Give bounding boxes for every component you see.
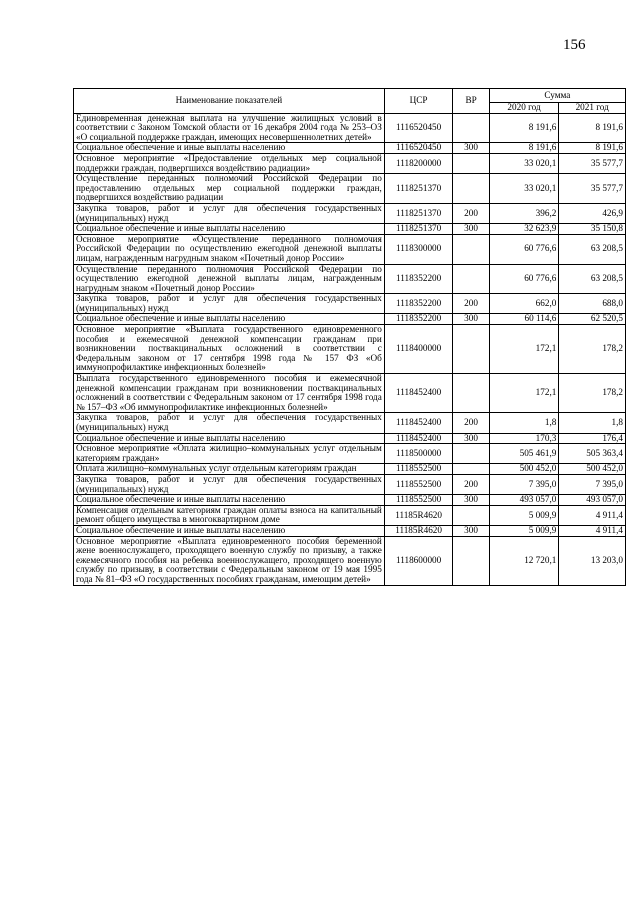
table-row (74, 536, 626, 585)
row-vr (453, 464, 489, 475)
row-amount-2020: 33 020,1 (489, 174, 559, 204)
row-amount-2020: 505 461,9 (489, 444, 559, 464)
row-name: Единовременная денежная выплата на улучшение жилищных условий в соответствии с Законом Томской области от 16 декабря 2004 года № 253–ОЗ «О социальной поддержке граждан, имеющих несовершеннолетних детей» (74, 113, 385, 143)
row-name: Основное мероприятие «Осуществление переданного полномочия Российской Федерации по осуществлению ежегодной денежной выплаты лицам, награжденным нагрудным знаком «Почетный донор России» (74, 234, 385, 264)
row-amount-2020: 7 395,0 (489, 474, 559, 494)
row-vr (453, 325, 489, 374)
row-vr: 300 (453, 495, 489, 506)
row-amount-2021: 35 577,7 (559, 153, 626, 173)
header-code: ЦСР (384, 89, 453, 114)
table-row (74, 464, 626, 475)
table-row (74, 525, 626, 536)
header-year-2021: 2021 год (559, 103, 626, 114)
table-row (74, 495, 626, 506)
row-amount-2020: 5 009,9 (489, 525, 559, 536)
row-vr: 300 (453, 433, 489, 444)
row-amount-2021: 688,0 (559, 294, 626, 314)
row-name: Закупка товаров, работ и услуг для обеспечения государственных (муниципальных) нужд (74, 203, 385, 223)
row-code: 1118452400 (384, 374, 453, 413)
row-name: Социальное обеспечение и иные выплаты населению (74, 525, 385, 536)
row-amount-2020: 12 720,1 (489, 536, 559, 585)
header-vr: ВР (453, 89, 489, 114)
table-row (74, 314, 626, 325)
row-amount-2020: 8 191,6 (489, 143, 559, 154)
row-vr (453, 444, 489, 464)
row-code: 1118452400 (384, 413, 453, 433)
row-amount-2020: 8 191,6 (489, 113, 559, 143)
row-vr: 200 (453, 474, 489, 494)
row-vr (453, 505, 489, 525)
row-name: Социальное обеспечение и иные выплаты населению (74, 314, 385, 325)
header-sum: Сумма (489, 89, 625, 103)
row-code: 1118352200 (384, 264, 453, 294)
row-amount-2020: 33 020,1 (489, 153, 559, 173)
row-amount-2020: 60 114,6 (489, 314, 559, 325)
table-row (74, 444, 626, 464)
row-code: 1118352200 (384, 314, 453, 325)
table-row (74, 174, 626, 204)
row-name: Социальное обеспечение и иные выплаты населению (74, 224, 385, 235)
budget-table (73, 88, 626, 586)
row-vr: 200 (453, 294, 489, 314)
row-code: 1116520450 (384, 143, 453, 154)
row-code: 11185R4620 (384, 505, 453, 525)
row-code: 1118552500 (384, 474, 453, 494)
row-amount-2021: 426,9 (559, 203, 626, 223)
page-number: 156 (563, 37, 586, 53)
row-code: 1118352200 (384, 294, 453, 314)
row-name: Основное мероприятие «Предоставление отдельных мер социальной поддержки граждан, подвергшихся воздействию радиации» (74, 153, 385, 173)
row-amount-2021: 4 911,4 (559, 505, 626, 525)
table-row (74, 143, 626, 154)
table-row (74, 474, 626, 494)
row-name: Социальное обеспечение и иные выплаты населению (74, 495, 385, 506)
table-row (74, 325, 626, 374)
row-vr (453, 113, 489, 143)
table-body (74, 113, 626, 585)
row-vr: 300 (453, 314, 489, 325)
row-amount-2021: 63 208,5 (559, 234, 626, 264)
row-amount-2020: 5 009,9 (489, 505, 559, 525)
row-amount-2020: 1,8 (489, 413, 559, 433)
row-name: Закупка товаров, работ и услуг для обеспечения государственных (муниципальных) нужд (74, 413, 385, 433)
row-amount-2021: 8 191,6 (559, 143, 626, 154)
row-vr (453, 374, 489, 413)
row-name: Основное мероприятие «Выплата государственного единовременного пособия и ежемесячной денежной компенсации гражданам при возникновении поствакцинальных осложнений в соответствии с Федеральным законом от 17 сентября 1998 года № 157 ФЗ «Об иммунопрофилактике инфекционных болезней» (74, 325, 385, 374)
row-amount-2021: 13 203,0 (559, 536, 626, 585)
row-amount-2021: 500 452,0 (559, 464, 626, 475)
row-vr: 200 (453, 203, 489, 223)
header-name: Наименование показателей (74, 89, 385, 114)
row-amount-2020: 32 623,9 (489, 224, 559, 235)
row-vr (453, 234, 489, 264)
row-amount-2020: 60 776,6 (489, 264, 559, 294)
row-amount-2020: 170,3 (489, 433, 559, 444)
row-name: Компенсация отдельным категориям граждан оплаты взноса на капитальный ремонт общего имущества в многоквартирном доме (74, 505, 385, 525)
row-amount-2021: 505 363,4 (559, 444, 626, 464)
table-row (74, 413, 626, 433)
row-code: 1118251370 (384, 174, 453, 204)
header-year-2020: 2020 год (489, 103, 559, 114)
row-name: Социальное обеспечение и иные выплаты населению (74, 143, 385, 154)
row-code: 1118552500 (384, 495, 453, 506)
row-vr: 300 (453, 525, 489, 536)
row-amount-2021: 63 208,5 (559, 264, 626, 294)
row-code: 1118452400 (384, 433, 453, 444)
table-row (74, 224, 626, 235)
row-amount-2020: 172,1 (489, 325, 559, 374)
row-code: 1118300000 (384, 234, 453, 264)
row-amount-2020: 662,0 (489, 294, 559, 314)
row-amount-2021: 493 057,0 (559, 495, 626, 506)
row-amount-2021: 35 577,7 (559, 174, 626, 204)
row-code: 1118500000 (384, 444, 453, 464)
row-name: Основное мероприятие «Оплата жилищно–коммунальных услуг отдельным категориям граждан» (74, 444, 385, 464)
row-amount-2021: 35 150,8 (559, 224, 626, 235)
row-code: 11185R4620 (384, 525, 453, 536)
row-name: Оплата жилищно–коммунальных услуг отдельным категориям граждан (74, 464, 385, 475)
row-vr: 300 (453, 224, 489, 235)
row-vr (453, 153, 489, 173)
table-row (74, 203, 626, 223)
row-amount-2021: 7 395,0 (559, 474, 626, 494)
table-row (74, 264, 626, 294)
row-code: 1118552500 (384, 464, 453, 475)
row-amount-2020: 493 057,0 (489, 495, 559, 506)
table-row (74, 505, 626, 525)
row-code: 1118400000 (384, 325, 453, 374)
table-row (74, 153, 626, 173)
table-row (74, 433, 626, 444)
row-name: Социальное обеспечение и иные выплаты населению (74, 433, 385, 444)
table-header-row (74, 89, 626, 103)
table-row (74, 294, 626, 314)
row-vr (453, 264, 489, 294)
row-vr: 300 (453, 143, 489, 154)
table-row (74, 113, 626, 143)
row-amount-2020: 500 452,0 (489, 464, 559, 475)
row-amount-2020: 172,1 (489, 374, 559, 413)
row-amount-2021: 178,2 (559, 325, 626, 374)
row-name: Осуществление переданного полномочия Российской Федерации по осуществлению ежегодной денежной выплаты лицам, награжденным нагрудным знаком «Почетный донор России» (74, 264, 385, 294)
row-amount-2021: 8 191,6 (559, 113, 626, 143)
row-code: 1118251370 (384, 224, 453, 235)
row-code: 1118200000 (384, 153, 453, 173)
row-name: Основное мероприятие «Выплата единовременного пособия беременной жене военнослужащего, проходящего военную службу по призыву, а также ежемесячного пособия на ребенка военнослужащего, проходящего военную службу по призыву, в соответствии с Федеральным законом от 19 мая 1995 года № 81–ФЗ «О государственных пособиях гражданам, имеющим детей» (74, 536, 385, 585)
row-amount-2021: 176,4 (559, 433, 626, 444)
row-name: Закупка товаров, работ и услуг для обеспечения государственных (муниципальных) нужд (74, 474, 385, 494)
row-vr: 200 (453, 413, 489, 433)
row-amount-2020: 60 776,6 (489, 234, 559, 264)
row-code: 1116520450 (384, 113, 453, 143)
row-name: Закупка товаров, работ и услуг для обеспечения государственных (муниципальных) нужд (74, 294, 385, 314)
row-amount-2021: 178,2 (559, 374, 626, 413)
row-amount-2021: 4 911,4 (559, 525, 626, 536)
row-amount-2020: 396,2 (489, 203, 559, 223)
table-row (74, 374, 626, 413)
row-amount-2021: 62 520,5 (559, 314, 626, 325)
row-code: 1118600000 (384, 536, 453, 585)
row-amount-2021: 1,8 (559, 413, 626, 433)
table-row (74, 234, 626, 264)
row-vr (453, 174, 489, 204)
row-name: Осуществление переданных полномочий Российской Федерации по предоставлению отдельных мер социальной поддержки граждан, подвергшихся воздействию радиации (74, 174, 385, 204)
row-name: Выплата государственного единовременного пособия и ежемесячной денежной компенсации гражданам при возникновении поствакцинальных осложнений в соответствии с Федеральным законом от 17 сентября 1998 года № 157–ФЗ «Об иммунопрофилактике инфекционных болезней» (74, 374, 385, 413)
row-vr (453, 536, 489, 585)
row-code: 1118251370 (384, 203, 453, 223)
